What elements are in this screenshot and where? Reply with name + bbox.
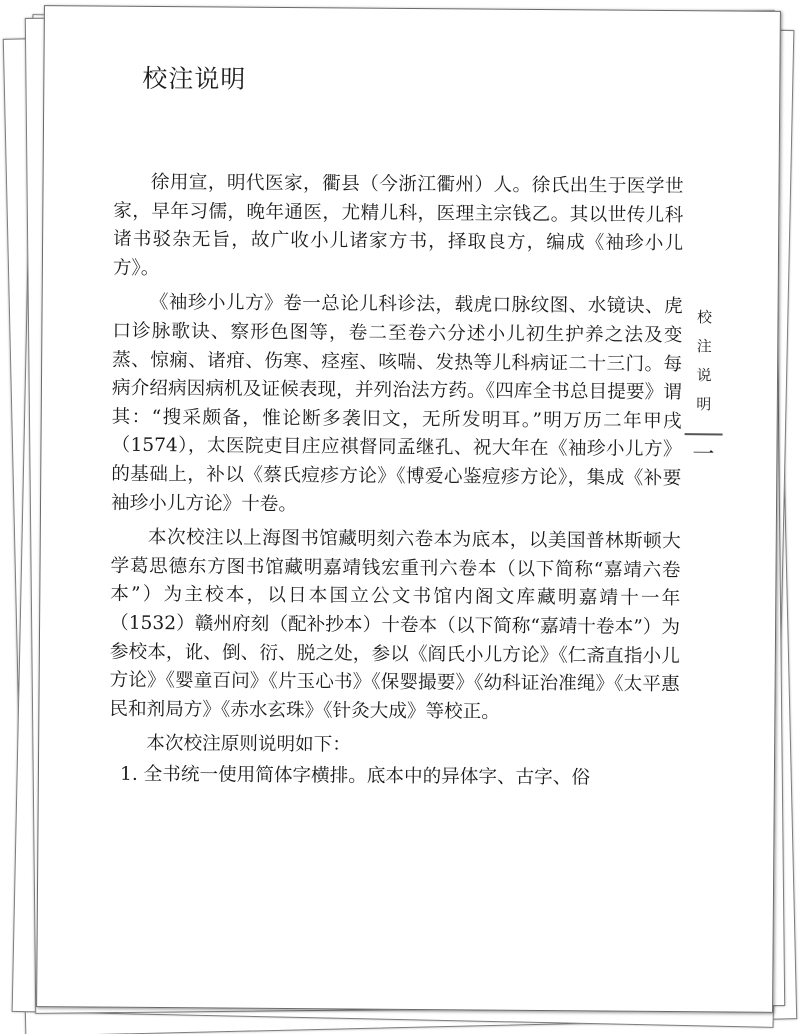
paragraph-principle-1: 1. 全书统一使用简体字横排。底本中的异体字、古字、俗	[119, 763, 591, 789]
paragraph-edition-sources: 本次校注以上海图书馆藏明刻六卷本为底本，以美国普林斯顿大学葛思德东方图书馆藏明嘉靖钱宏重刊六卷本（以下简称“嘉靖六卷本”）为主校本，以日本国立公文书馆内阁文库藏明嘉靖十一年（1532）赣州府刻（配补抄本）十卷本（以下简称“嘉靖十卷本”）为参校本，讹、倒、衍、脱之处，参以《阎氏小儿方论》《仁斋直指小儿方论》《婴童百问》《片玉心书》《保婴撮要》《幼科证治准绳》《太平惠民和剂局方》《赤水玄珠》《针灸大成》等校正。	[109, 527, 681, 723]
paragraph-principles-intro: 本次校注原则说明如下：	[146, 733, 351, 756]
document-page	[36, 5, 781, 1013]
page-number: 一	[692, 442, 715, 468]
page-body	[109, 169, 684, 800]
page-title: 校注说明	[142, 63, 247, 94]
margin-divider	[685, 433, 723, 435]
paragraph-book-contents: 《袖珍小儿方》卷一总论儿科诊法，载虎口脉纹图、水镜诀、虎口诊脉歌诀、察形色图等，卷二至卷六分述小儿初生护养之法及变蒸、惊痫、诸疳、伤寒、痉痓、咳喘、发热等儿科病证二十三门。每病介绍病因病机及证候表现，并列治法方药。《四库全书总目提要》谓其：“搜采颇备，惟论断多袭旧文，无所发明耳。”明万历二年甲戌（1574），太医院吏目庄应祺督同孟继孔、祝大年在《袖珍小儿方》的基础上，补以《蔡氏痘疹方论》《博爱心鉴痘疹方论》，集成《补要袖珍小儿方论》十卷。	[110, 292, 683, 515]
margin-header-char: 明	[696, 395, 712, 414]
margin-header-char: 校	[696, 308, 713, 327]
margin-running-header	[683, 303, 724, 469]
margin-header-char: 说	[696, 366, 712, 385]
margin-header-char: 注	[696, 337, 712, 356]
paragraph-author-intro: 徐用宣，明代医家，衢县（今浙江衢州）人。徐氏出生于医学世家，早年习儒，晚年通医，尤精儿科，医理主宗钱乙。其以世传儿科诸书驳杂无旨，故广收小儿诸家方书，择取良方，编成《袖珍小儿方》。	[112, 171, 684, 279]
